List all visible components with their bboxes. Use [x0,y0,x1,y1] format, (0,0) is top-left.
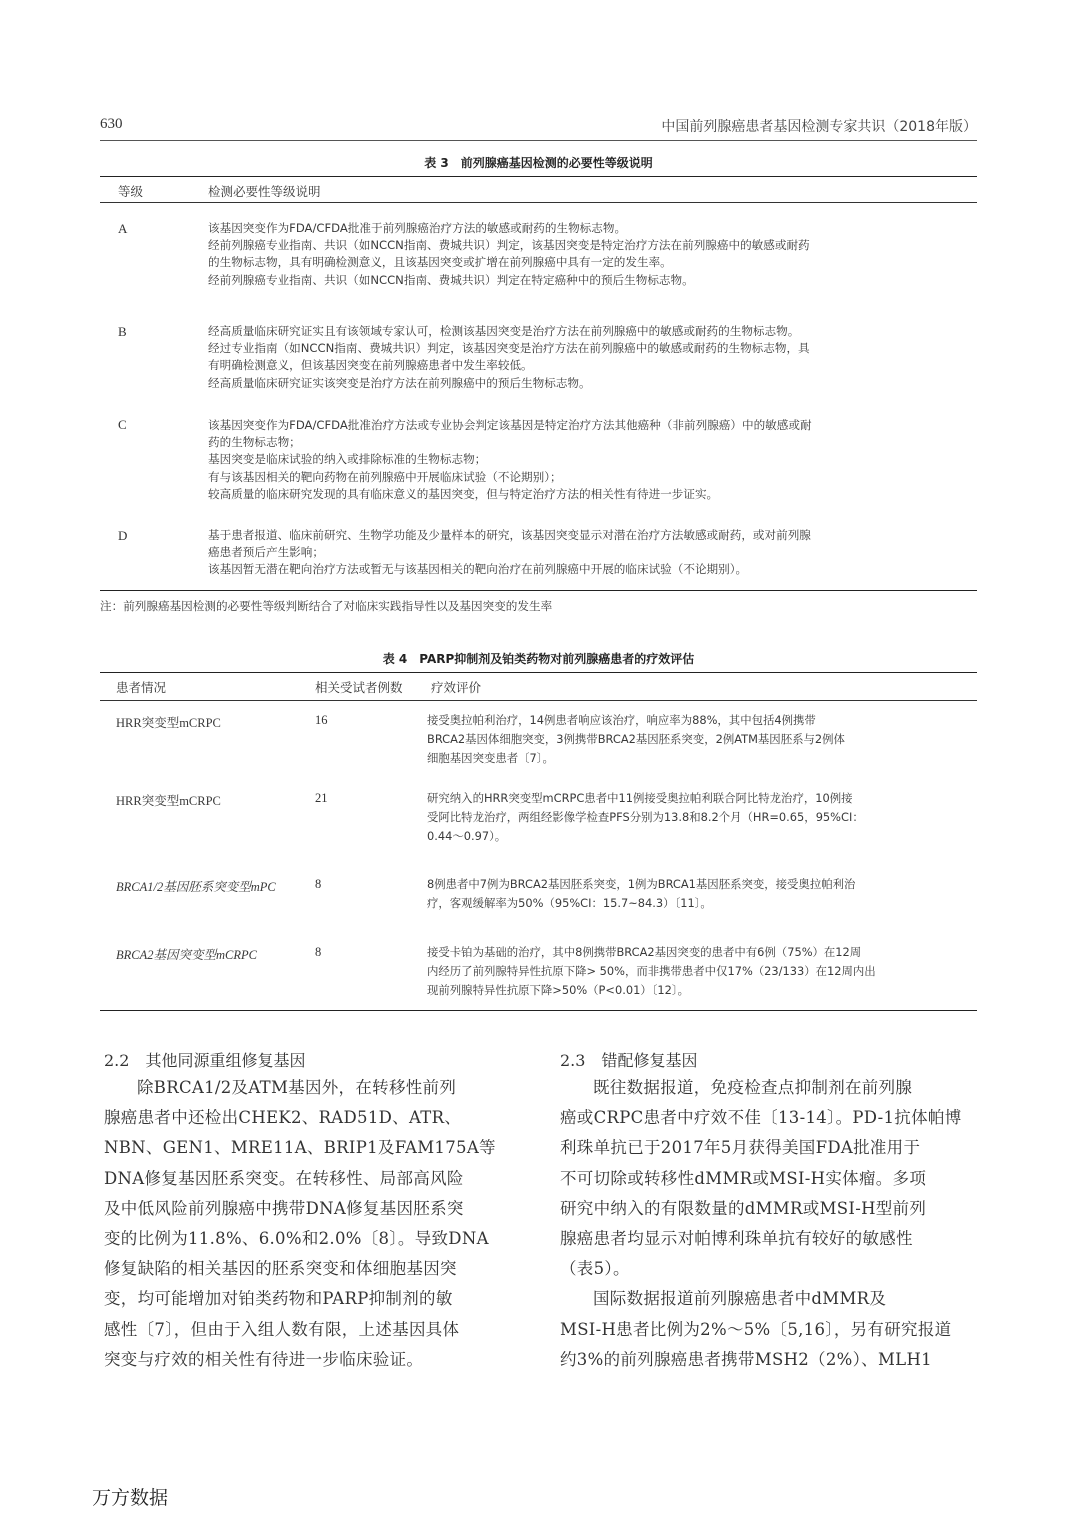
table4-n: 16 [315,713,328,727]
table4-top-rule [100,672,977,673]
table4-eval-line: 内经历了前列腺特异性抗原下降> 50%，而非携带患者中仅17%（23/133）在12周内出 [427,964,876,978]
table4-header-rule [100,700,977,701]
body-line: 研究中纳入的有限数量的dMMR或MSI-H型前列 [560,1198,927,1218]
table3-grade: B [118,324,127,339]
table3-desc-line: 癌患者预后产生影响； [208,545,324,560]
table4-eval [427,943,977,1000]
table3-desc [208,527,978,579]
body-line: 除BRCA1/2及ATM基因外，在转移性前列 [137,1078,457,1097]
body-line: 利珠单抗已于2017年5月获得美国FDA批准用于 [560,1138,921,1158]
table4-eval-line: 细胞基因突变患者〔7〕。 [427,751,554,765]
table3-desc-line: 经过专业指南（如NCCN指南、费城共识）判定，该基因突变是治疗方法在前列腺癌中的敏感或耐药的生物标志物，具 [208,341,810,356]
table3-desc-line: 有与该基因相关的靶向药物在前列腺癌中开展临床试验（不论期别）； [208,469,562,484]
table4-n: 21 [315,791,328,805]
table3-caption: 表 3 前列腺癌基因检测的必要性等级说明 [424,156,653,170]
table4-eval [427,711,977,768]
table3-desc-line: 的生物标志物，具有明确检测意义，且该基因突变或扩增在前列腺癌中具有一定的发生率。 [208,255,672,270]
table4-header-eval: 疗效评价 [431,680,482,695]
table3-bottom-rule [100,590,977,591]
table3-desc-line: 较高质量的临床研究发现的具有临床意义的基因突变，但与特定治疗方法的相关性有待进一步证实。 [208,486,719,501]
table3-desc-line: 基因突变是临床试验的纳入或排除标准的生物标志物； [208,452,487,467]
table3-note: 注：前列腺癌基因检测的必要性等级判断结合了对临床实践指导性以及基因突变的发生率 [100,599,553,613]
table4-header-patient: 患者情况 [116,680,167,695]
body-line: MSI-H患者比例为2%～5%〔5,16〕，另有研究报道 [560,1319,952,1339]
table4-eval-line: 接受卡铂为基础的治疗，其中8例携带BRCA2基因突变的患者中有6例（75%）在12周 [427,945,862,959]
body-line: 约3%的前列腺癌患者携带MSH2（2%）、MLH1 [560,1349,932,1369]
body-line: DNA修复基因胚系突变。在转移性、局部高风险 [104,1168,464,1188]
table3-header-rule [100,202,977,203]
table3-desc-line: 药的生物标志物； [208,435,301,450]
table4-patient: BRCA1/2基因胚系突变型mPC [116,880,276,894]
table3-grade: C [118,417,127,432]
table4-eval-line: 8例患者中7例为BRCA2基因胚系突变，1例为BRCA1基因胚系突变，接受奥拉帕利治 [427,877,856,891]
table4-eval-line: 受阿比特龙治疗，两组经影像学检查PFS分别为13.8和8.2个月（HR=0.65，95%CI： [427,810,864,824]
body-line: 突变与疗效的相关性有待进一步临床验证。 [104,1349,424,1369]
table3-desc [208,323,978,392]
body-line: 变的比例为11.8%、6.0%和2.0%〔8〕。导致DNA [104,1229,489,1249]
body-line: 既往数据报道，免疫检查点抑制剂在前列腺 [593,1078,913,1097]
table3-header-grade: 等级 [118,184,144,199]
table4-eval-line: BRCA2基因体细胞突变，3例携带BRCA2基因胚系突变，2例ATM基因胚系与2例体 [427,732,845,746]
body-line: 修复缺陷的相关基因的胚系突变和体细胞基因突 [104,1259,457,1279]
header-rule [100,140,977,141]
section-2-2-heading: 2.2 其他同源重组修复基因 [104,1051,306,1070]
table3-grade: D [118,528,128,543]
table3-top-rule [100,176,977,177]
section-2-2-body [104,1073,524,1375]
body-line: 国际数据报道前列腺癌患者中dMMR及 [593,1289,887,1309]
table4-eval-line: 0.44～0.97）。 [427,829,507,843]
table4-eval [427,789,977,846]
page-number: 630 [100,116,123,132]
body-line: 不可切除或转移性dMMR或MSI-H实体瘤。多项 [560,1168,927,1188]
body-line: 感性〔7〕，但由于入组人数有限，上述基因具体 [104,1319,460,1339]
body-line: 腺癌患者中还检出CHEK2、RAD51D、ATR、 [104,1108,462,1128]
table4-n: 8 [315,945,322,959]
table3-desc-line: 该基因暂无潜在靶向治疗方法或暂无与该基因相关的靶向治疗在前列腺癌中开展的临床试验（不论期别）。 [208,562,748,577]
table4-eval-line: 研究纳入的HRR突变型mCRPC患者中11例接受奥拉帕利联合阿比特龙治疗，10例接 [427,791,853,805]
body-line: 腺癌患者均显示对帕博利珠单抗有较好的敏感性 [560,1229,913,1249]
body-line: 变，均可能增加对铂类药物和PARP抑制剂的敏 [104,1289,453,1309]
body-line: （表5）。 [560,1259,630,1279]
table3-desc-line: 基于患者报道、临床前研究、生物学功能及少量样本的研究，该基因突变显示对潜在治疗方法敏感或耐药，或对前列腺 [208,528,811,542]
table3-desc-line: 经前列腺癌专业指南、共识（如NCCN指南、费城共识）判定在特定癌种中的预后生物标志物。 [208,272,694,287]
body-line: 癌或CRPC患者中疗效不佳〔13-14〕。PD-1抗体帕博 [560,1108,962,1128]
footer-watermark: 万方数据 [92,1487,169,1509]
table4-patient: HRR突变型mCRPC [116,716,221,730]
section-2-3-heading: 2.3 错配修复基因 [560,1051,698,1070]
table4-header-n: 相关受试者例数 [315,680,403,695]
table3-desc [208,220,978,289]
table3-desc-line: 该基因突变作为FDA/CFDA批准治疗方法或专业协会判定该基因是特定治疗方法其他癌种（非前列腺癌）中的敏感或耐 [208,418,812,432]
running-title: 中国前列腺癌患者基因检测专家共识（2018年版） [661,119,977,135]
table4-patient: BRCA2基因突变型mCRPC [116,948,257,962]
table4-eval-line: 现前列腺特异性抗原下降>50%（P<0.01）〔12〕。 [427,983,689,997]
table4-caption: 表 4 PARP抑制剂及铂类药物对前列腺癌患者的疗效评估 [382,652,695,666]
section-2-3-body [560,1073,980,1375]
table3-header-desc: 检测必要性等级说明 [208,184,321,199]
table3-grade: A [118,221,128,236]
table3-desc-line: 该基因突变作为FDA/CFDA批准于前列腺癌治疗方法的敏感或耐药的生物标志物。 [208,221,627,235]
table4-eval [427,875,977,913]
table4-bottom-rule [100,1010,977,1011]
table4-n: 8 [315,877,322,891]
table4-eval-line: 疗，客观缓解率为50%（95%CI：15.7~84.3）〔11〕。 [427,896,712,910]
table4-patient: HRR突变型mCRPC [116,794,221,808]
table3-desc-line: 经前列腺癌专业指南、共识（如NCCN指南、费城共识）判定，该基因突变是特定治疗方法在前列腺癌中的敏感或耐药 [208,238,810,253]
table3-desc-line: 有明确检测意义，但该基因突变在前列腺癌患者中发生率较低。 [208,358,533,373]
table4-eval-line: 接受奥拉帕利治疗，14例患者响应该治疗，响应率为88%，其中包括4例携带 [427,713,816,727]
body-line: 及中低风险前列腺癌中携带DNA修复基因胚系突 [104,1198,464,1218]
table3-desc-line: 经高质量临床研究证实且有该领域专家认可，检测该基因突变是治疗方法在前列腺癌中的敏感或耐药的生物标志物。 [208,324,800,338]
table3-desc [208,417,978,503]
table3-desc-line: 经高质量临床研究证实该突变是治疗方法在前列腺癌中的预后生物标志物。 [208,375,591,390]
body-line: NBN、GEN1、MRE11A、BRIP1及FAM175A等 [104,1138,496,1158]
